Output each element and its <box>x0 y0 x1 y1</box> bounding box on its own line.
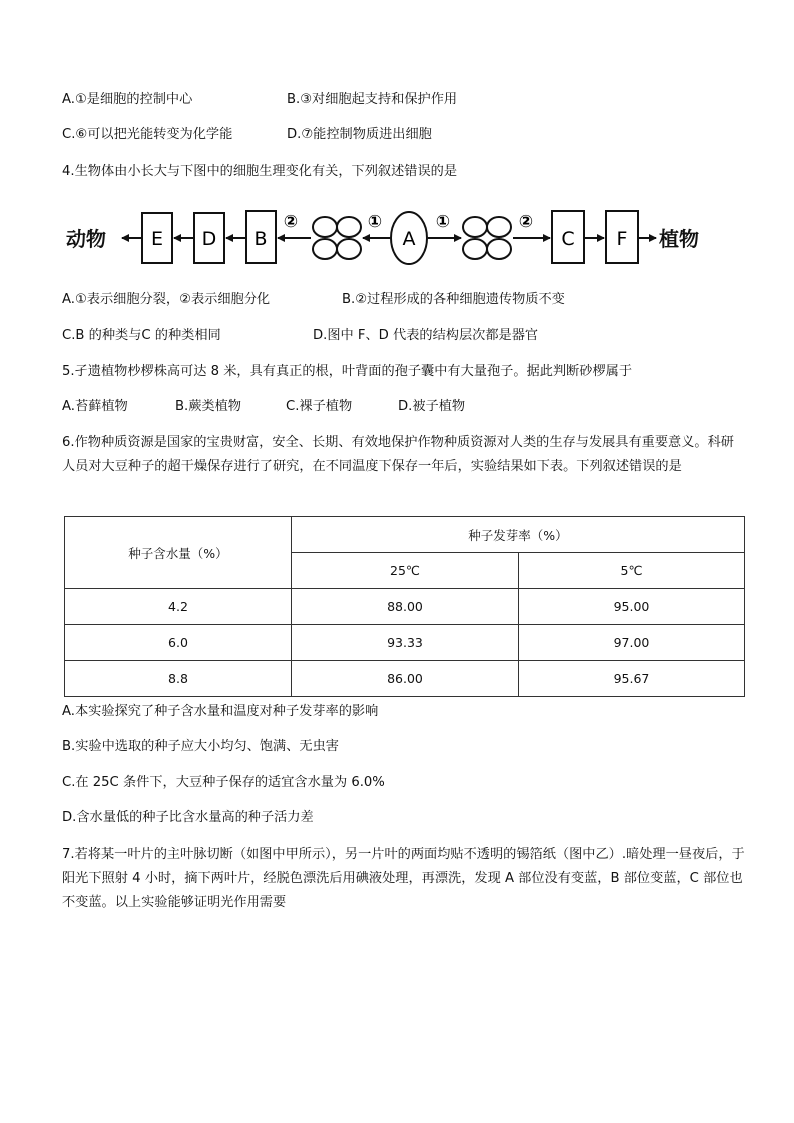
box-e-label: E <box>150 228 164 250</box>
q3-option-a: A.①是细胞的控制中心 <box>62 92 193 107</box>
q4-stem: 4.生物体由小长大与下图中的细胞生理变化有关，下列叙述错误的是 <box>62 164 458 179</box>
animal-label: 动物 <box>66 227 106 251</box>
table-row <box>65 625 745 661</box>
q7-stem: 7.若将某一叶片的主叶脉切断（如图中甲所示），另一片叶的两面均贴不透明的锡箔纸（图中乙）.暗处理一昼夜后，于阳光下照射 4 小时，摘下两叶片，经脱色漂洗后用碘液处理，再漂洗，发现 A 部位没有变蓝，B 部位变蓝，C 部位也不变蓝。以上实验能够证明光作用需要 <box>62 847 745 910</box>
cell-rate-5c: 97.00 <box>519 625 745 661</box>
q3-option-d: D.⑦能控制物质进出细胞 <box>287 127 432 142</box>
cell-rate-25c: 88.00 <box>292 589 519 625</box>
box-d-label: D <box>201 228 217 250</box>
header-germination: 种子发芽率（%） <box>292 517 745 553</box>
cell-rate-5c: 95.67 <box>519 661 745 697</box>
q5-option-c: C.裸子植物 <box>286 399 353 414</box>
cell-moisture: 6.0 <box>65 625 292 661</box>
q4-option-a: A.①表示细胞分裂，②表示细胞分化 <box>62 292 271 307</box>
table-row <box>65 661 745 697</box>
germination-table <box>64 516 745 697</box>
q6-option-b: B.实验中选取的种子应大小均匀、饱满、无虫害 <box>62 739 339 754</box>
step-1-left: ① <box>367 212 383 232</box>
cell-rate-25c: 93.33 <box>292 625 519 661</box>
cell-development-diagram <box>62 205 712 275</box>
q3-option-c: C.⑥可以把光能转变为化学能 <box>62 127 233 142</box>
step-2-left: ② <box>283 212 299 232</box>
q5-option-b: B.蕨类植物 <box>175 399 241 414</box>
q4-option-c: C.B 的种类与C 的种类相同 <box>62 328 221 343</box>
q5-stem: 5.孑遗植物杪椤株高可达 8 米，具有真正的根，叶背面的孢子囊中有大量孢子。据此判断砂椤属于 <box>62 364 633 379</box>
cell-moisture: 4.2 <box>65 589 292 625</box>
four-cell-cluster-left <box>313 217 361 259</box>
q3-option-b: B.③对细胞起支持和保护作用 <box>287 92 458 107</box>
q6-option-d: D.含水量低的种子比含水量高的种子活力差 <box>62 810 314 825</box>
step-2-right: ② <box>518 212 534 232</box>
cell-rate-25c: 86.00 <box>292 661 519 697</box>
q5-option-a: A.苔藓植物 <box>62 399 128 414</box>
q5-option-d: D.被子植物 <box>398 399 466 414</box>
four-cell-cluster-right <box>463 217 511 259</box>
box-c-label: C <box>561 228 575 250</box>
box-b-label: B <box>254 228 268 250</box>
q6-stem: 6.作物种质资源是国家的宝贵财富，安全、长期、有效地保护作物种质资源对人类的生存与发展具有重要意义。科研人员对大豆种子的超干燥保存进行了研究，在不同温度下保存一年后，实验结果如下表。下列叙述错误的是 <box>62 435 734 474</box>
header-moisture: 种子含水量（%） <box>65 517 292 589</box>
cell-rate-5c: 95.00 <box>519 589 745 625</box>
cell-a-label: A <box>402 228 416 250</box>
q6-option-a: A.本实验探究了种子含水量和温度对种子发芽率的影响 <box>62 704 379 719</box>
box-f-label: F <box>616 228 628 250</box>
header-25c: 25℃ <box>292 553 519 589</box>
step-1-right: ① <box>435 212 451 232</box>
q6-option-c: C.在 25C 条件下，大豆种子保存的适宜含水量为 6.0% <box>62 775 385 790</box>
plant-label: 植物 <box>659 227 699 251</box>
table-row <box>65 589 745 625</box>
q4-option-d: D.图中 F、D 代表的结构层次都是器官 <box>313 328 539 343</box>
header-5c: 5℃ <box>519 553 745 589</box>
cell-moisture: 8.8 <box>65 661 292 697</box>
q4-option-b: B.②过程形成的各种细胞遗传物质不变 <box>342 292 565 307</box>
